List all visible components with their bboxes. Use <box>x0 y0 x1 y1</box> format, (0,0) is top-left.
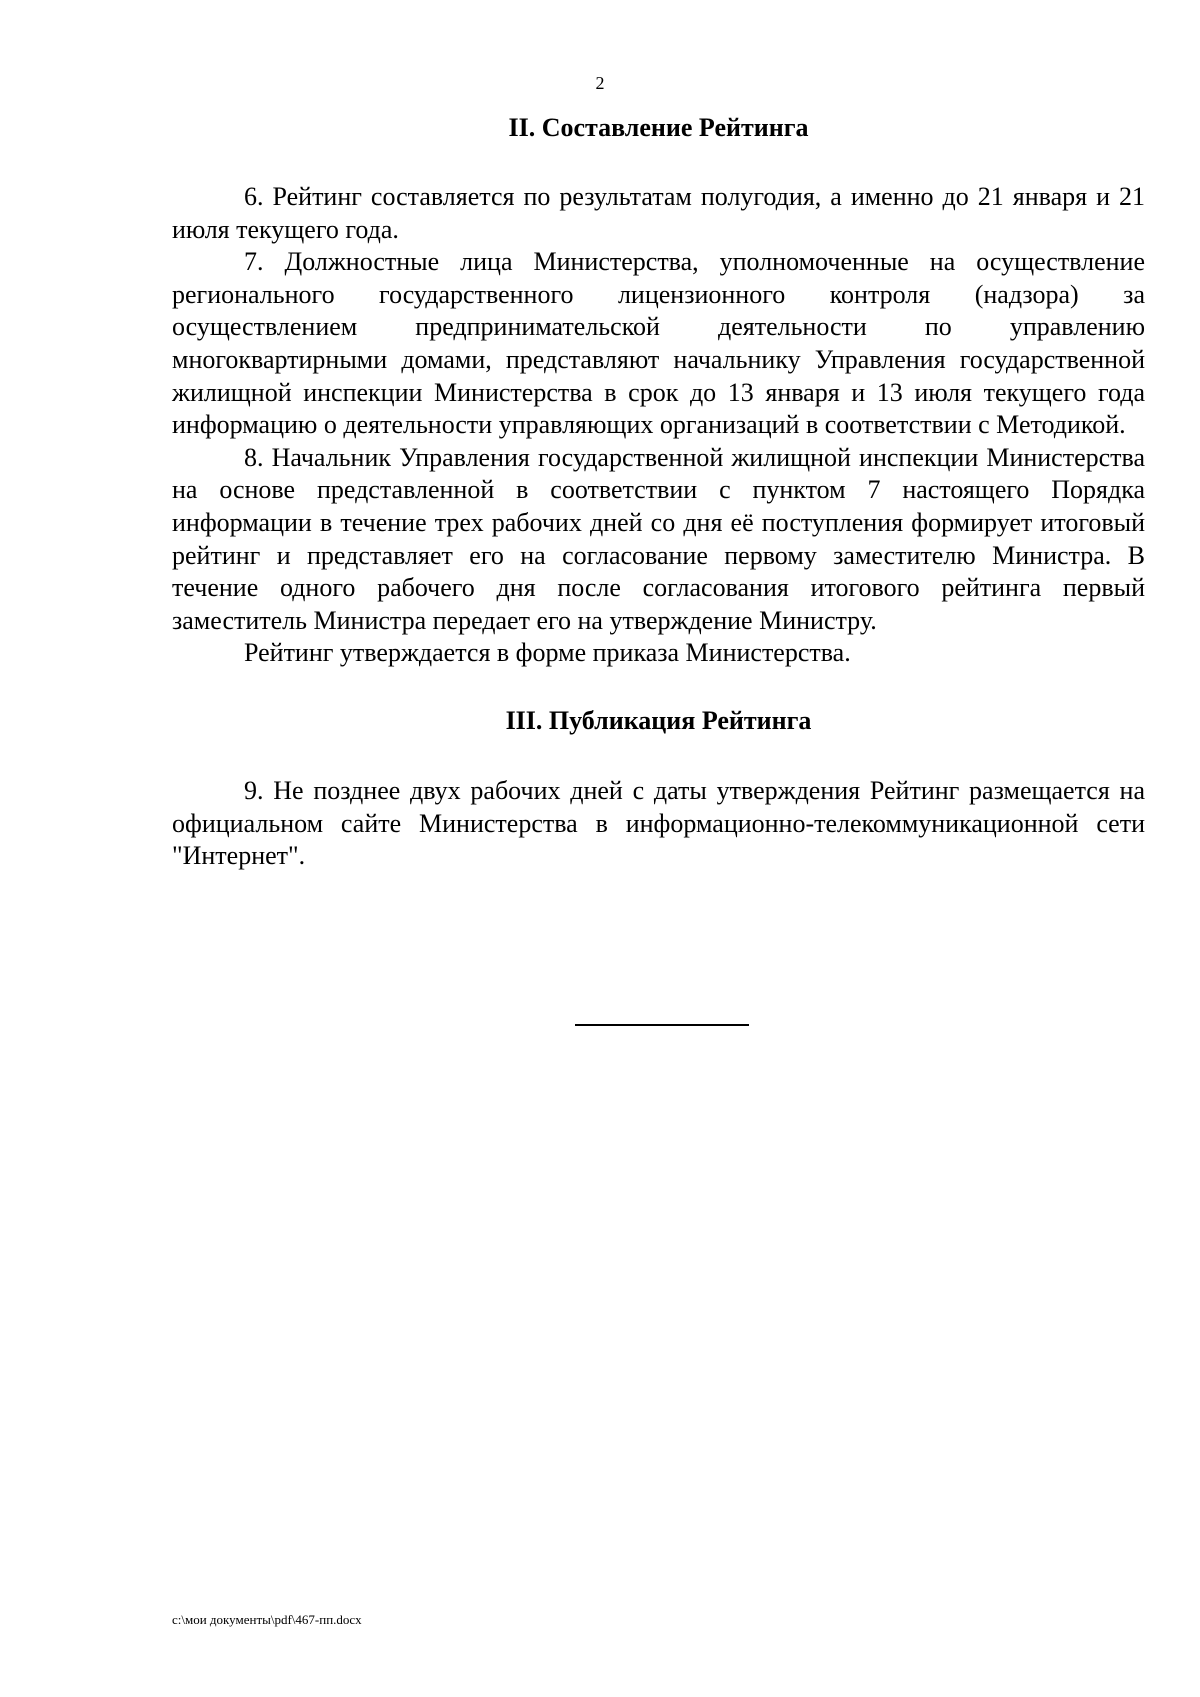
section-heading-publication: III. Публикация Рейтинга <box>505 705 812 735</box>
paragraph-item-7: 7. Должностные лица Министерства, уполномоченные на осуществление регионального государственного лицензионного контроля (надзора) за осуществлением предпринимательской деятельности по управлению многоквартирными домами, представляют начальнику Управления государственной жилищной инспекции Министерства в срок до 13 января и 13 июля текущего года информацию о деятельности управляющих организаций в соответствии с Методикой. <box>172 247 1145 440</box>
footer-file-path: c:\мои документы\pdf\467-пп.docx <box>172 1612 362 1627</box>
document-body <box>172 112 1145 873</box>
paragraph-item-6: 6. Рейтинг составляется по результатам полугодия, а именно до 21 января и 21 июля текущего года. <box>172 182 1145 244</box>
paragraph-item-9: 9. Не позднее двух рабочих дней с даты утверждения Рейтинг размещается на официальном сайте Министерства в информационно-телекоммуникационной сети "Интернет". <box>172 775 1145 871</box>
page-number: 2 <box>595 73 605 93</box>
paragraph-item-8: 8. Начальник Управления государственной жилищной инспекции Министерства на основе представленной в соответствии с пунктом 7 настоящего Порядка информации в течение трех рабочих дней со дня её поступления формирует итоговый рейтинг и представляет его на согласование первому заместителю Министра. В течение одного рабочего дня после согласования итогового рейтинга первый заместитель Министра передает его на утверждение Министру. <box>172 442 1145 635</box>
section-heading-composition: II. Составление Рейтинга <box>508 113 809 142</box>
paragraph-approval: Рейтинг утверждается в форме приказа Министерства. <box>244 638 851 668</box>
end-separator-line <box>575 1024 749 1026</box>
